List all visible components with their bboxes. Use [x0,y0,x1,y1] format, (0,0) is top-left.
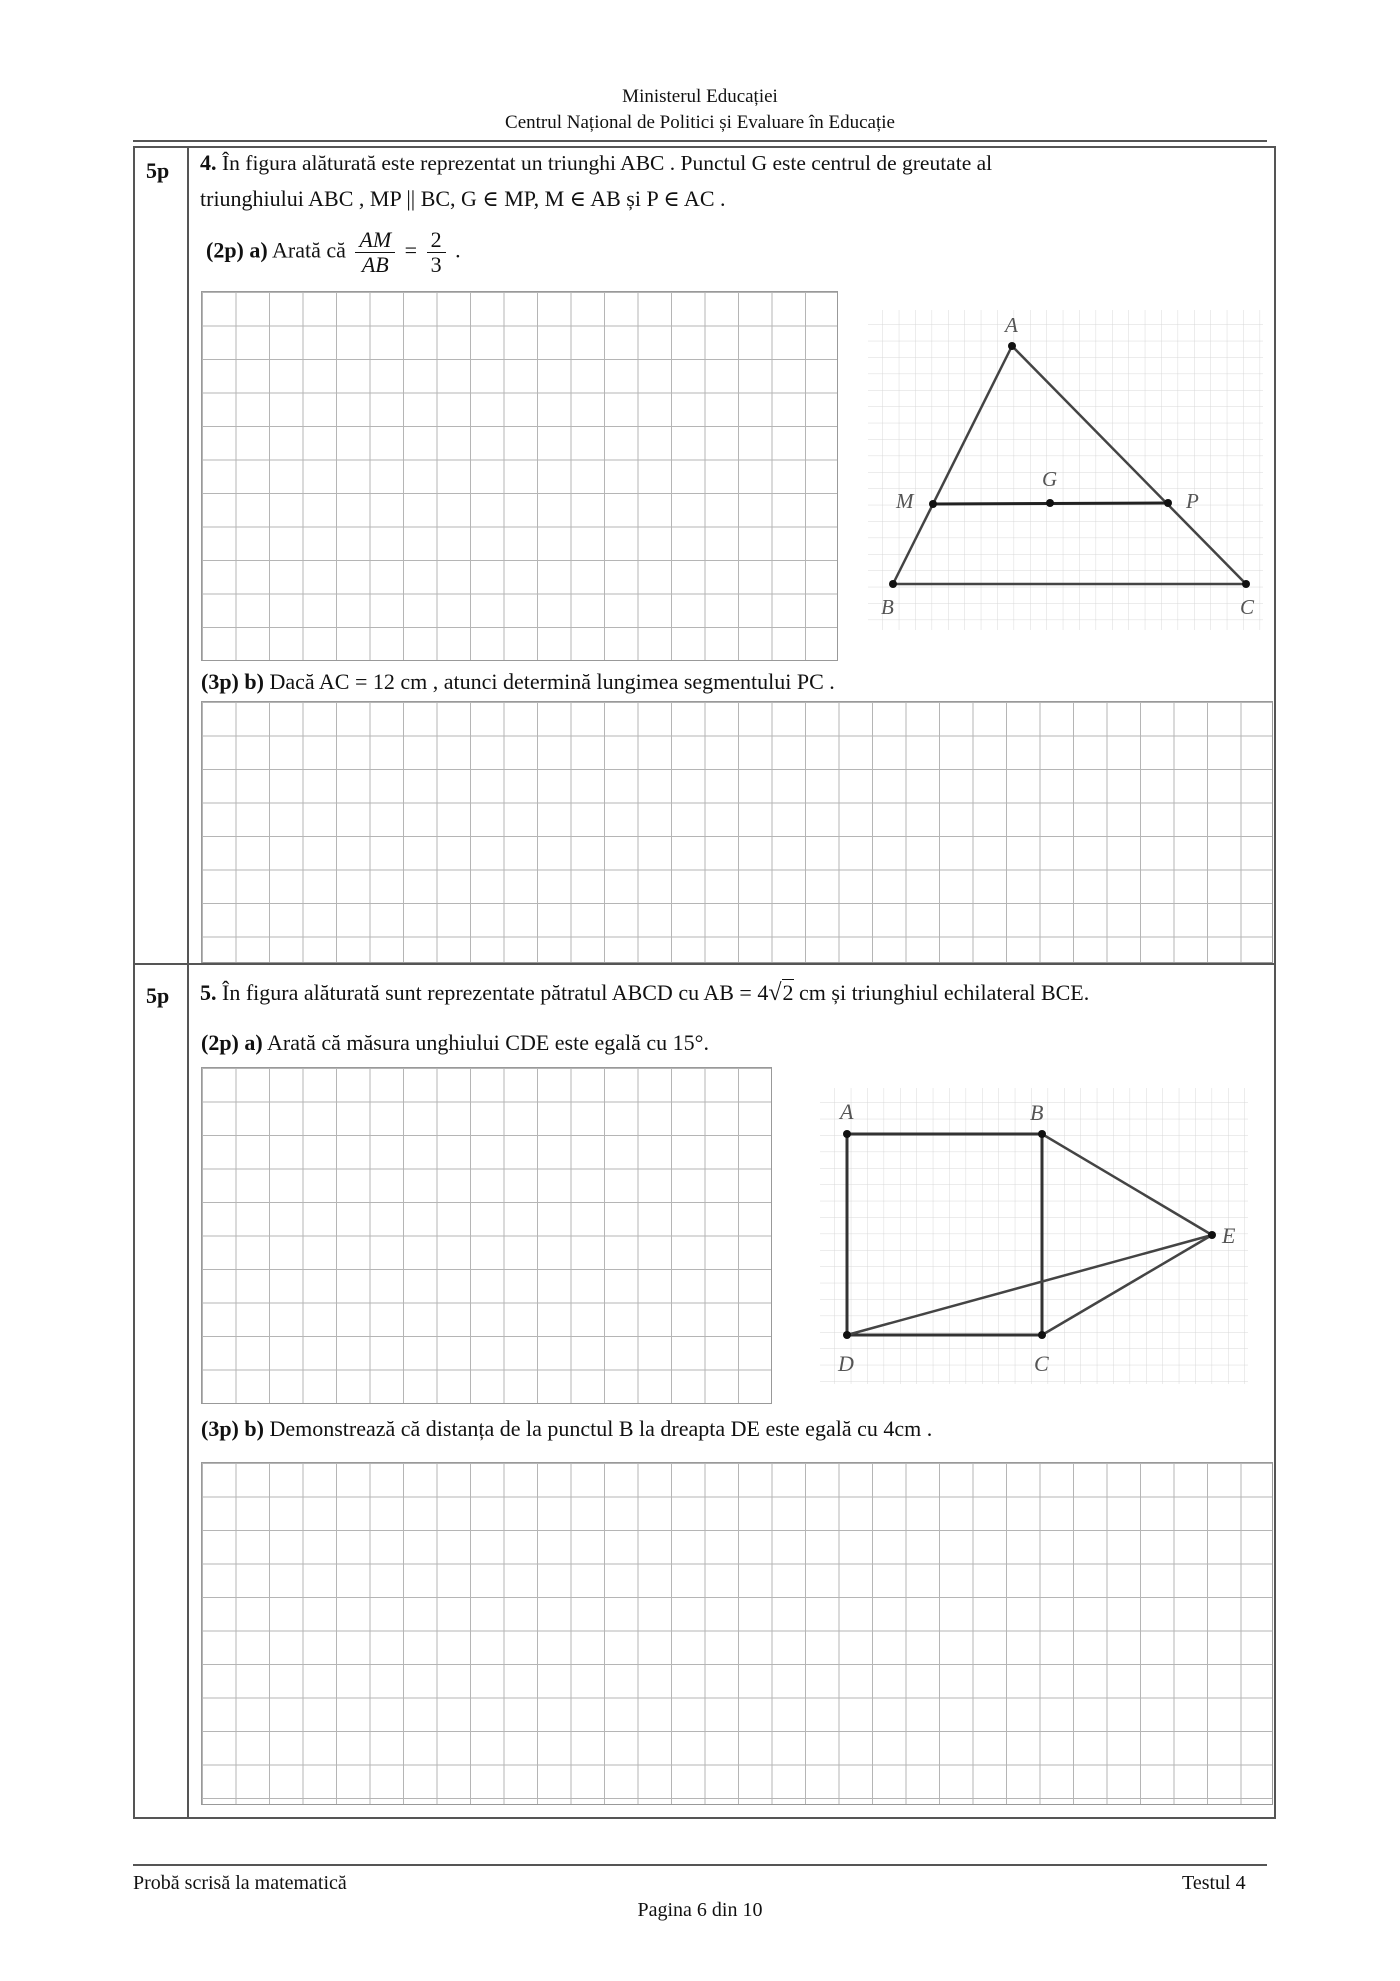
table-right-border [1274,146,1276,1818]
problem5-part-a-letter: a) [244,1030,263,1055]
problem5-part-b-text: Demonstrează că distanța de la punctul B la dreapta DE este egală cu 4cm . [269,1416,933,1441]
equals-sign: = [404,237,418,263]
point-c [1242,580,1250,588]
fraction-numerator: AM [355,228,395,253]
point-c-2 [1038,1331,1046,1339]
part-a-period: . [455,237,461,263]
point-b-2 [1038,1130,1046,1138]
point-a-2 [843,1130,851,1138]
problem4-statement [200,150,1265,176]
problem5-part-b-letter: b) [244,1416,264,1441]
label-b-2: B [1030,1100,1044,1125]
fraction-two-thirds [427,228,446,277]
problem4-points: 5p [146,158,170,183]
problem5-part-b [201,1416,932,1442]
footer-test-number: Testul 4 [1182,1872,1246,1894]
point-b [889,580,897,588]
fraction-am-ab [355,228,395,277]
fraction-rhs-denominator: 3 [430,252,442,277]
sqrt-symbol: √ [768,980,782,1006]
point-d [843,1331,851,1339]
problem4-part-b [201,669,835,695]
label-m: M [896,489,914,513]
problem5-statement [200,980,1089,1007]
problem5-points: 5p [146,983,170,1008]
header-ministry: Ministerul Educației [622,86,778,107]
table-row-divider [133,963,1276,965]
problem5-part-a-points: (2p) [201,1030,239,1055]
figure-grid-background-2 [820,1088,1248,1384]
label-c: C [1240,595,1255,619]
answer-grid-5a[interactable] [201,1067,772,1404]
problem4-part-a-points: (2p) [206,237,244,263]
label-c-2: C [1034,1351,1049,1376]
problem4-part-a-letter: a) [249,237,268,263]
point-m [929,500,937,508]
table-left-border [133,146,135,1818]
label-a: A [1005,313,1018,337]
problem4-part-a-text: Arată că [272,237,346,263]
label-b: B [881,595,894,619]
label-a-2: A [840,1099,854,1124]
problem5-part-a [201,1030,709,1056]
problem5-number: 5. [200,980,217,1005]
sqrt-radicand: 2 [782,980,794,1005]
footer-rule [133,1864,1267,1866]
table-top-border [133,146,1276,148]
label-g: G [1042,467,1058,491]
point-e [1208,1231,1216,1239]
problem4-part-b-text: Dacă AC = 12 cm , atunci determină lungimea segmentului PC . [269,669,835,694]
problem4-part-b-points: (3p) [201,669,239,694]
footer-exam-name: Probă scrisă la matematică [133,1872,347,1894]
problem4-number: 4. [200,150,217,175]
problem4-part-b-letter: b) [244,669,264,694]
triangle-figure [866,308,1266,632]
header-rule [133,140,1267,142]
problem5-statement-pre: În figura alăturată sunt reprezentate pătratul ABCD cu AB = 4 [222,980,769,1005]
figure-grid-background [868,310,1263,630]
point-p [1164,499,1172,507]
label-e: E [1222,1223,1236,1248]
problem4-statement-line2: triunghiului ABC , MP || BC, G ∈ MP, M ∈ AB și P ∈ AC . [200,186,726,211]
problem5-statement-post: cm și triunghiul echilateral BCE. [799,980,1090,1005]
problem5-part-b-points: (3p) [201,1416,239,1441]
header-center: Centrul Național de Politici și Evaluare în Educație [505,112,895,133]
label-d: D [838,1351,854,1376]
table-column-divider [187,146,189,1818]
answer-grid-4a[interactable] [201,291,838,661]
label-p: P [1186,489,1199,513]
footer-page-number: Pagina 6 din 10 [637,1899,763,1921]
problem4-part-a [206,228,461,277]
problem4-statement-line1: În figura alăturată este reprezentat un triunghi ABC . Punctul G este centrul de greutate al [222,151,993,175]
fraction-rhs-numerator: 2 [427,228,446,253]
fraction-denominator: AB [361,252,389,277]
answer-grid-4b[interactable] [201,701,1273,963]
problem5-part-a-text: Arată că măsura unghiului CDE este egală cu 15°. [267,1030,709,1055]
answer-grid-5b[interactable] [201,1462,1273,1805]
table-bottom-border [133,1817,1276,1819]
point-g [1046,499,1054,507]
point-a [1008,342,1016,350]
square-triangle-figure [818,1086,1250,1386]
